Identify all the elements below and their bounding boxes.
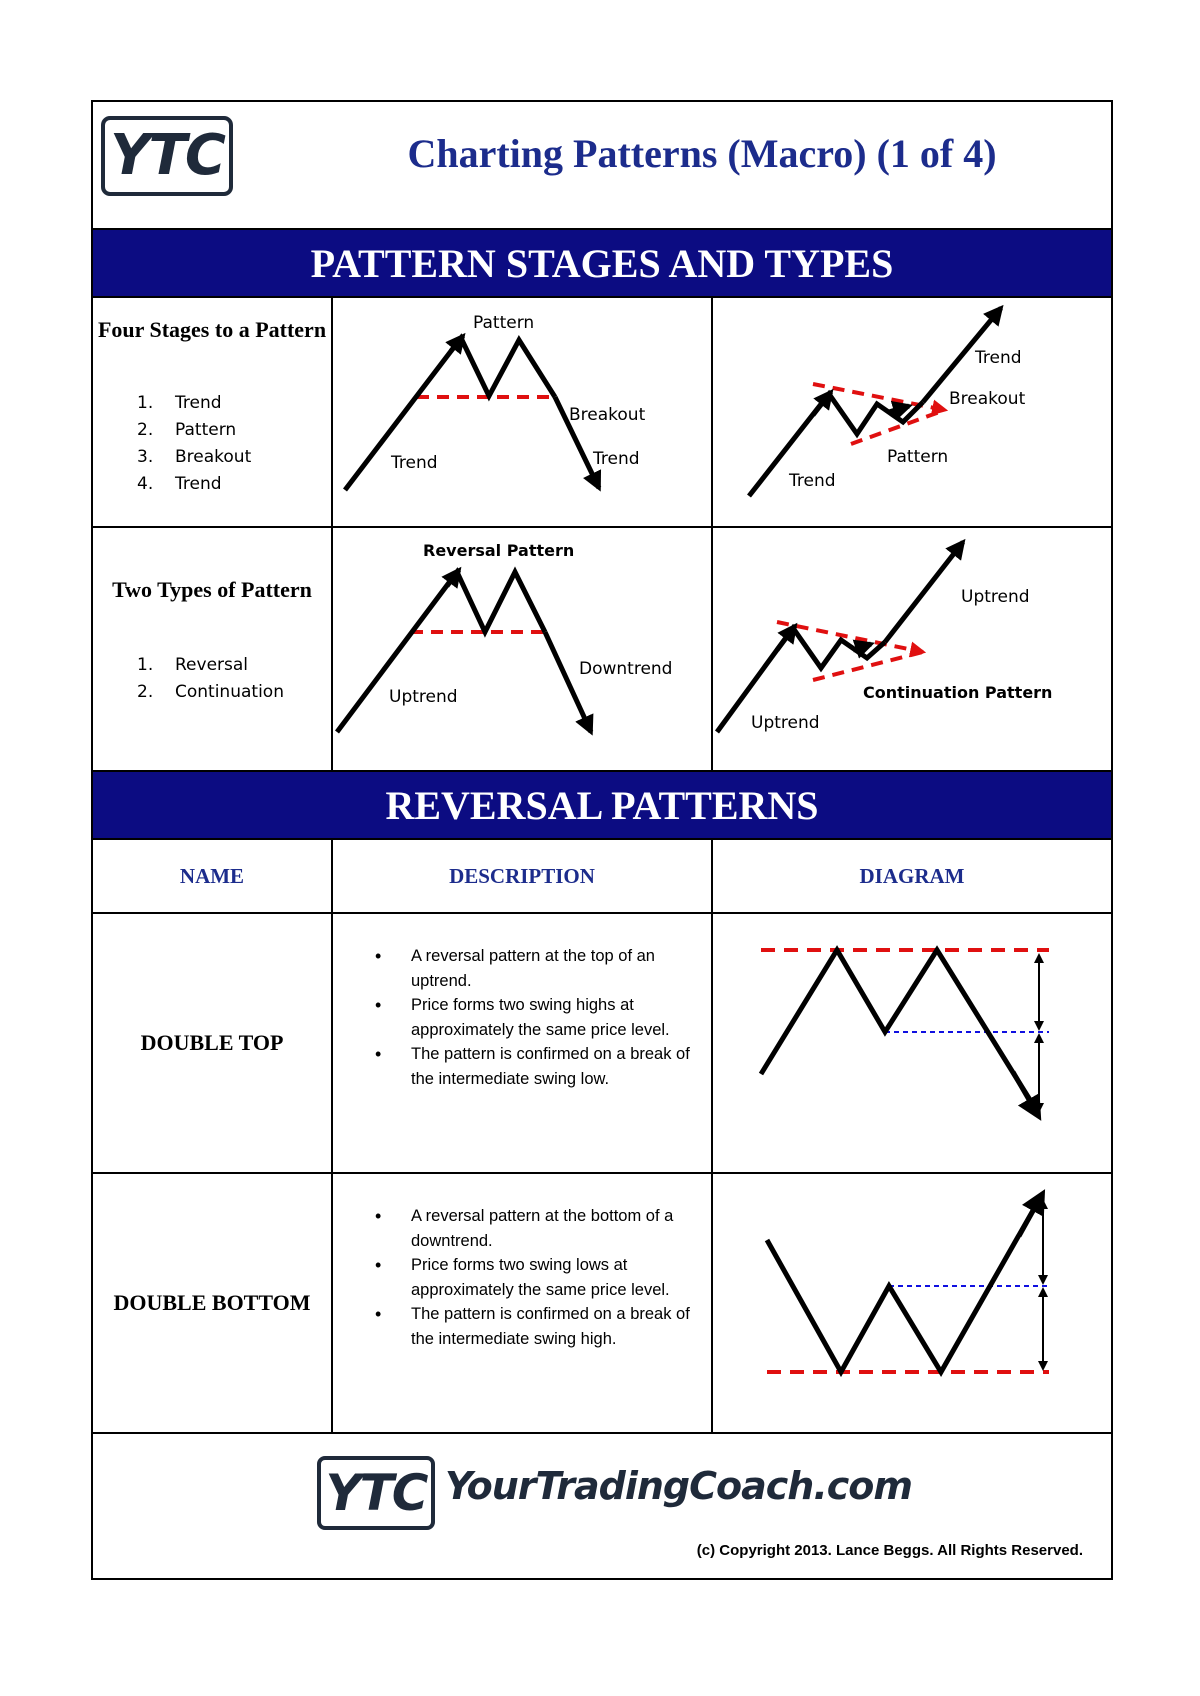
arrow-up bbox=[1019, 1200, 1039, 1236]
label-trend-left: Trend bbox=[391, 453, 438, 473]
list-item: • A reversal pattern at the top of an uptrend. bbox=[373, 944, 697, 993]
site-name: YourTradingCoach.com bbox=[445, 1464, 913, 1508]
list-item: 3. Breakout bbox=[137, 447, 252, 467]
ytc-logo bbox=[101, 116, 233, 196]
arrow-down bbox=[545, 632, 591, 732]
list-item: 2. Pattern bbox=[137, 420, 237, 440]
list-item: 1. Trend bbox=[137, 393, 222, 413]
label-uptrend-top: Uptrend bbox=[961, 587, 1030, 607]
double-bottom-diagram bbox=[713, 1174, 1111, 1432]
list-item: • The pattern is confirmed on a break of the intermediate swing low. bbox=[373, 1042, 697, 1091]
table-row bbox=[93, 1174, 1111, 1434]
list-item: • A reversal pattern at the bottom of a downtrend. bbox=[373, 1204, 697, 1253]
stages-text-cell bbox=[93, 298, 333, 526]
label-pattern: Pattern bbox=[473, 313, 535, 333]
footer-logo bbox=[317, 1456, 435, 1530]
types-row bbox=[93, 528, 1111, 772]
stages-reversal-diagram bbox=[333, 298, 713, 526]
arrow-up-1 bbox=[777, 626, 795, 650]
list-item: • The pattern is confirmed on a break of the intermediate swing high. bbox=[373, 1302, 697, 1351]
label-uptrend: Uptrend bbox=[389, 687, 458, 707]
copyright-text: (c) Copyright 2013. Lance Beggs. All Rights Reserved. bbox=[696, 1542, 1083, 1559]
stages-continuation-svg bbox=[713, 298, 1111, 526]
column-header-description: DESCRIPTION bbox=[449, 863, 595, 888]
list-item: 1. Reversal bbox=[137, 655, 249, 675]
arrow-breakout bbox=[885, 542, 963, 642]
stages-row bbox=[93, 298, 1111, 528]
types-continuation-diagram bbox=[713, 528, 1111, 770]
column-header-diagram: DIAGRAM bbox=[859, 863, 965, 888]
label-breakout: Breakout bbox=[949, 389, 1026, 409]
pattern-description bbox=[373, 1204, 697, 1351]
stages-continuation-diagram bbox=[713, 298, 1111, 526]
label-continuation-pattern: Continuation Pattern bbox=[863, 683, 1053, 702]
label-reversal-pattern: Reversal Pattern bbox=[423, 541, 575, 560]
price-path bbox=[345, 338, 555, 490]
label-pattern: Pattern bbox=[887, 447, 949, 467]
cheat-sheet bbox=[91, 100, 1113, 1580]
types-continuation-svg bbox=[713, 528, 1111, 770]
types-text-cell bbox=[93, 528, 333, 770]
footer-logo-text: YTC bbox=[325, 1464, 427, 1522]
types-list bbox=[137, 652, 284, 706]
lower-trendline bbox=[851, 410, 945, 444]
double-top-svg bbox=[713, 914, 1111, 1172]
page-title: Charting Patterns (Macro) (1 of 4) bbox=[407, 131, 997, 176]
label-trend-right: Trend bbox=[593, 449, 640, 469]
section-heading-stages: PATTERN STAGES AND TYPES bbox=[93, 230, 1111, 298]
pattern-description bbox=[373, 944, 697, 1091]
arrow-down bbox=[1013, 1072, 1035, 1110]
column-header-name: NAME bbox=[179, 863, 245, 888]
label-uptrend-left: Uptrend bbox=[751, 713, 820, 733]
price-path bbox=[761, 950, 1035, 1108]
footer bbox=[93, 1434, 1111, 1578]
header bbox=[93, 102, 1111, 230]
table-row bbox=[93, 914, 1111, 1174]
arrow-up-2 bbox=[853, 644, 871, 650]
section-heading-reversal: REVERSAL PATTERNS bbox=[93, 772, 1111, 840]
list-item: 2. Continuation bbox=[137, 682, 284, 702]
label-breakout: Breakout bbox=[569, 405, 646, 425]
stages-title: Four Stages to a Pattern bbox=[97, 317, 327, 342]
list-item: • Price forms two swing highs at approximately the same price level. bbox=[373, 993, 697, 1042]
types-reversal-diagram bbox=[333, 528, 713, 770]
pattern-name: DOUBLE TOP bbox=[140, 1030, 284, 1055]
list-item: • Price forms two swing lows at approximately the same price level. bbox=[373, 1253, 697, 1302]
label-trend-top: Trend bbox=[975, 348, 1022, 368]
stages-reversal-svg bbox=[333, 298, 711, 526]
types-reversal-svg bbox=[333, 528, 711, 770]
stages-list bbox=[137, 390, 251, 498]
pattern-name: DOUBLE BOTTOM bbox=[113, 1290, 311, 1315]
double-bottom-svg bbox=[713, 1174, 1111, 1432]
price-path bbox=[337, 572, 545, 732]
types-title: Two Types of Pattern bbox=[112, 577, 312, 602]
label-trend-left: Trend bbox=[789, 471, 836, 491]
logo-text: YTC bbox=[110, 123, 224, 188]
double-top-diagram bbox=[713, 914, 1111, 1172]
arrow-up-1 bbox=[813, 392, 831, 415]
list-item: 4. Trend bbox=[137, 474, 222, 494]
arrow-up-2 bbox=[889, 406, 909, 412]
label-downtrend: Downtrend bbox=[579, 659, 673, 679]
table-header-row bbox=[93, 840, 1111, 914]
